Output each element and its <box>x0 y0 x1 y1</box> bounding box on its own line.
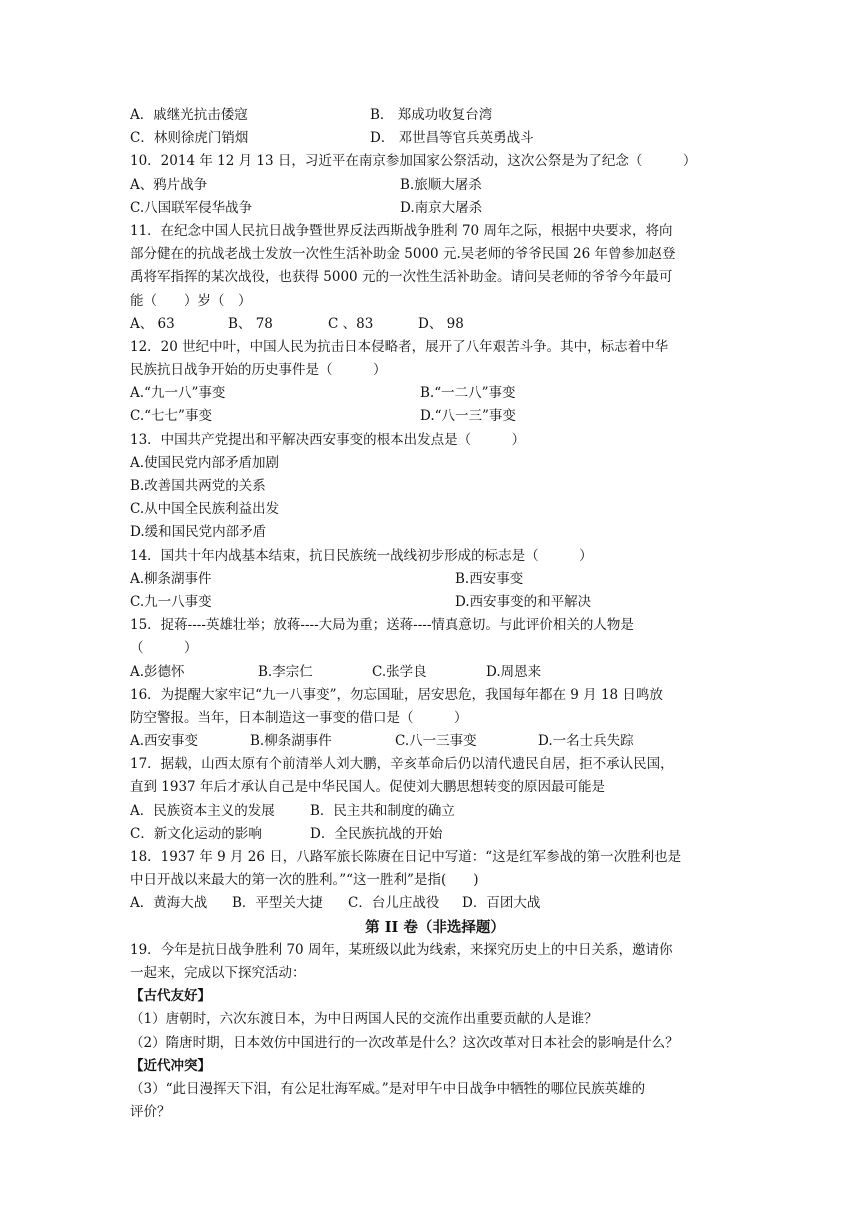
text-line <box>130 823 740 846</box>
option-text: C.八一三事变 <box>395 733 477 750</box>
text-line: 19．今年是抗日战争胜利 70 周年，某班级以此为线索，来探究历史上的中日关系，邀请你 <box>130 941 673 958</box>
text-line: 禹将军指挥的某次战役，也获得 5000 元的一次性生活补助金。请问吴老师的爷爷今年最可 <box>130 269 673 286</box>
option-text: A.彭德怀 <box>130 663 185 680</box>
text-line <box>130 661 740 684</box>
option-text: D、 98 <box>418 315 464 332</box>
text-line: 部分健在的抗战老战士发放一次性生活补助金 5000 元.吴老师的爷爷民国 26 年曾参加赵登 <box>130 246 676 263</box>
option-text: A、 63 <box>130 315 175 332</box>
text-line: （3）“此日漫挥天下泪，有公足壮海军威。”是对甲午中日战争中牺牲的哪位民族英雄的 <box>130 1080 646 1097</box>
text-line: （ ） <box>130 640 198 657</box>
text-line <box>130 730 740 753</box>
text-line: 11．在纪念中国人民抗日战争暨世界反法西斯战争胜利 70 周年之际，根据中央要求，将向 <box>130 222 673 239</box>
text-line: B.改善国共两党的关系 <box>130 478 266 494</box>
option-text: A、鸦片战争 <box>130 176 208 193</box>
option-text: C．台儿庄战役 <box>348 895 440 912</box>
option-text: A．民族资本主义的发展 <box>130 802 275 819</box>
text-line <box>130 382 740 405</box>
option-text: D． 邓世昌等官兵英勇战斗 <box>370 130 534 147</box>
text-line <box>130 127 740 150</box>
subsection-heading: 【古代友好】 <box>130 988 211 1005</box>
option-text: B、 78 <box>228 315 273 332</box>
text-line: A.使国民党内部矛盾加剧 <box>130 454 280 471</box>
text-line: 直到 1937 年后才承认自己是中华民国人。促使刘大鹏思想转变的原因最可能是 <box>130 779 605 796</box>
option-text: C.九一八事变 <box>130 593 212 610</box>
text-line: D.缓和国民党内部矛盾 <box>130 524 267 541</box>
text-line <box>130 313 740 336</box>
option-text: C．林则徐虎门销烟 <box>130 130 249 147</box>
text-line <box>130 197 740 220</box>
text-line: 中日开战以来最大的第一次的胜利。”“这一胜利”是指( ) <box>130 872 479 889</box>
option-text: D.周恩来 <box>486 663 542 680</box>
option-text: C.张学良 <box>372 663 427 680</box>
section-heading: 第 II 卷（非选择题） <box>365 918 505 936</box>
text-line <box>130 104 740 127</box>
text-line: 防空警报。当年，日本制造这一事变的借口是（ ） <box>130 709 468 726</box>
option-text: A．黄海大战 <box>130 895 208 912</box>
option-text: D.西安事变的和平解决 <box>455 593 592 610</box>
option-text: D.“八一三”事变 <box>420 408 516 425</box>
text-line: 16．为提醒大家牢记“九一八事变”，勿忘国耻，居安思危，我国每年都在 9 月 18 日鸣放 <box>130 686 663 703</box>
option-text: B.李宗仁 <box>258 663 313 680</box>
option-text: B.“一二八”事变 <box>420 385 516 402</box>
option-text: A.柳条湖事件 <box>130 570 212 587</box>
text-line: 民族抗日战争开始的历史事件是（ ） <box>130 362 387 379</box>
text-line: 能（ ）岁（ ） <box>130 292 252 309</box>
text-line: 一起来，完成以下探究活动： <box>130 964 306 981</box>
exam-page <box>130 104 740 1124</box>
option-text: B．民主共和制度的确立 <box>310 802 455 819</box>
text-line: 评价？ <box>130 1104 171 1121</box>
option-text: B． 郑成功收复台湾 <box>370 107 493 123</box>
option-text: B．平型关大捷 <box>232 895 323 912</box>
option-text: C.“七七”事变 <box>130 408 212 425</box>
subsection-heading: 【近代冲突】 <box>130 1057 211 1074</box>
option-text: D．百团大战 <box>462 895 541 912</box>
option-text: B.西安事变 <box>455 570 524 587</box>
text-line <box>130 174 740 197</box>
text-line <box>130 405 740 428</box>
option-text: D．全民族抗战的开始 <box>310 825 443 842</box>
text-line: 15．捉蒋----英雄壮举；放蒋----大局为重；送蒋----情真意切。与此评价相关的人物是 <box>130 617 634 634</box>
text-line: C.从中国全民族利益出发 <box>130 501 280 518</box>
text-line: （1）唐朝时，六次东渡日本，为中日两国人民的交流作出重要贡献的人是谁？ <box>130 1011 598 1028</box>
option-text: A.西安事变 <box>130 733 199 750</box>
option-text: B.旅顺大屠杀 <box>400 176 482 193</box>
text-line: 17．据载，山西太原有个前清举人刘大鹏，辛亥革命后仍以清代遗民自居，拒不承认民国， <box>130 756 674 773</box>
option-text: B.柳条湖事件 <box>250 733 332 750</box>
option-text: C.八国联军侵华战争 <box>130 199 253 216</box>
text-line <box>130 892 740 915</box>
option-text: D.南京大屠杀 <box>400 199 483 216</box>
option-text: D.一名士兵失踪 <box>538 733 634 750</box>
option-text: A.“九一八”事变 <box>130 385 226 402</box>
text-line: 10．2014 年 12 月 13 日，习近平在南京参加国家公祭活动，这次公祭是为了纪念（ ） <box>130 153 697 170</box>
text-line <box>130 800 740 823</box>
text-line: 13．中国共产党提出和平解决西安事变的根本出发点是（ ） <box>130 431 526 448</box>
text-line <box>130 568 740 591</box>
option-text: A．戚继光抗击倭寇 <box>130 107 248 123</box>
text-line: （2）隋唐时期，日本效仿中国进行的一次改革是什么？这次改革对日本社会的影响是什么？ <box>130 1034 679 1051</box>
text-line: 12．20 世纪中叶，中国人民为抗击日本侵略者，展开了八年艰苦斗争。其中，标志着中华 <box>130 338 669 355</box>
text-line: 14．国共十年内战基本结束，抗日民族统一战线初步形成的标志是（ ） <box>130 547 593 564</box>
option-text: C．新文化运动的影响 <box>130 825 262 842</box>
option-text: C 、83 <box>328 315 374 332</box>
text-line <box>130 591 740 614</box>
text-line: 18．1937 年 9 月 26 日，八路军旅长陈赓在日记中写道：“这是红军参战的第一次胜利也是 <box>130 849 682 865</box>
